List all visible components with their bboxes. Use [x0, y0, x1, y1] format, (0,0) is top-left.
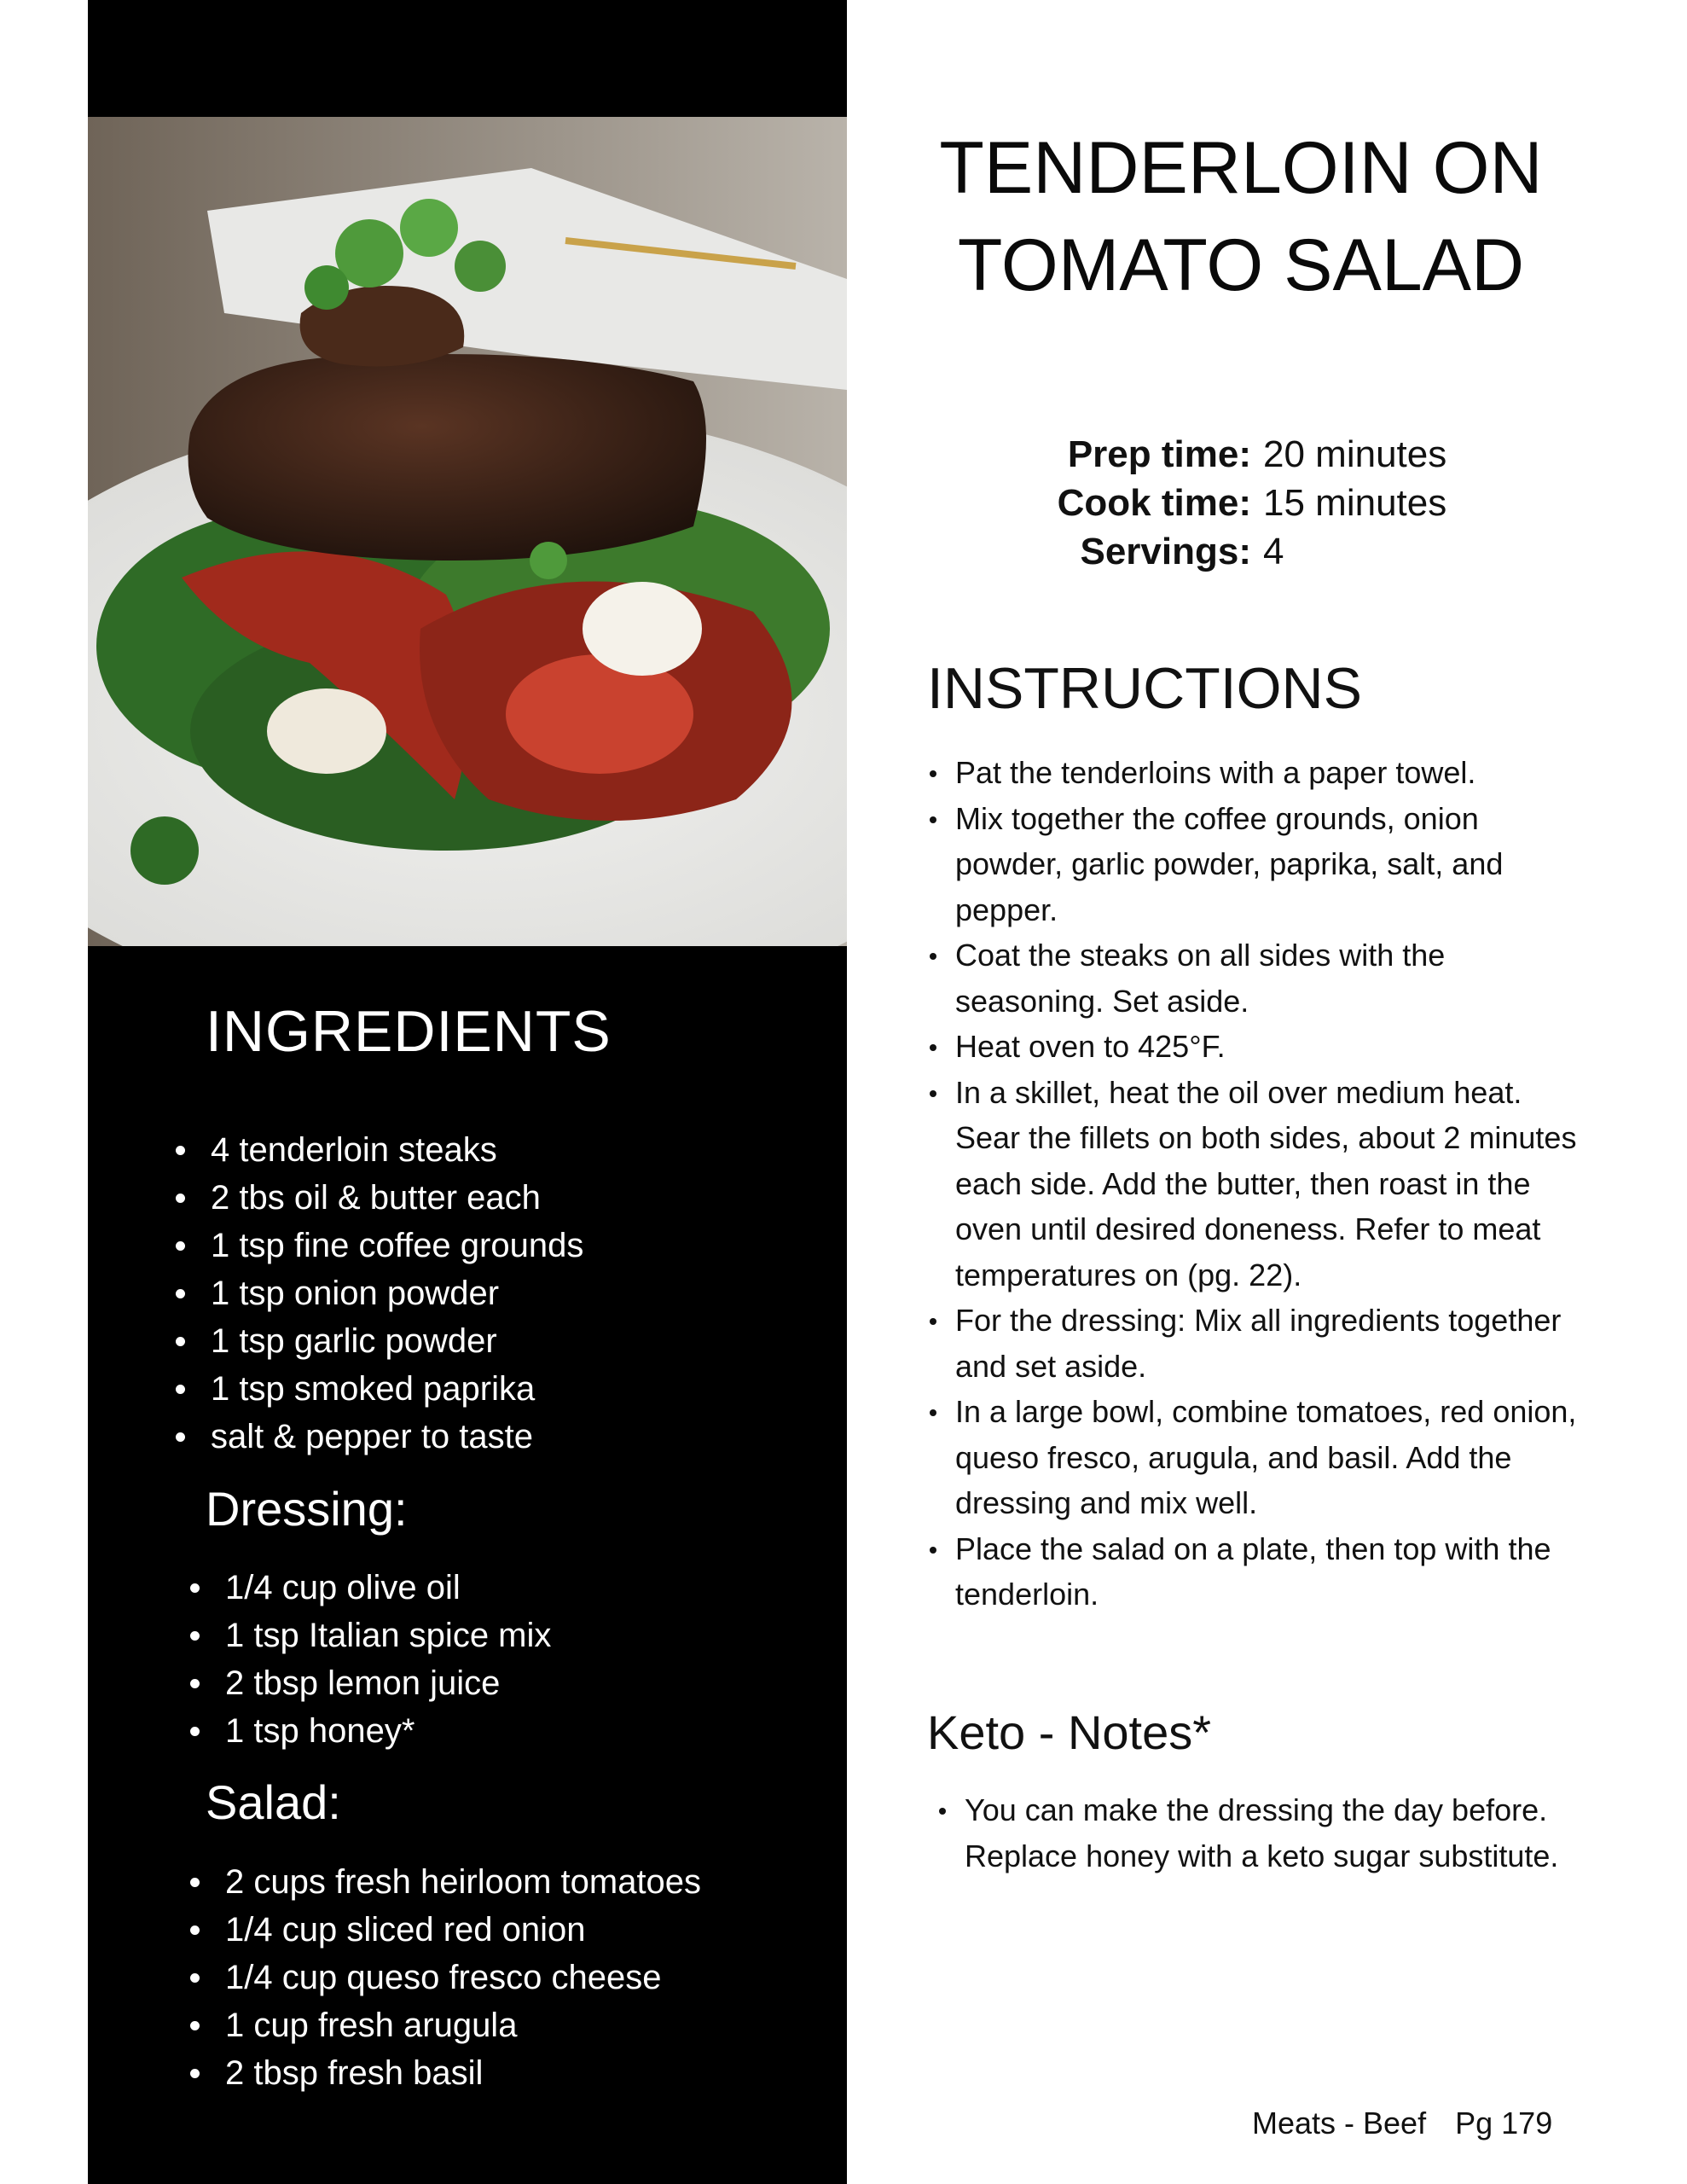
footer-section: Meats - Beef: [1252, 2106, 1427, 2140]
salad-heading: Salad:: [206, 1775, 341, 1829]
list-item: 1 cup fresh arugula: [185, 2001, 701, 2049]
dressing-heading: Dressing:: [206, 1482, 408, 1536]
meta-value: 15 minutes: [1263, 482, 1447, 524]
ingredients-list: [171, 1126, 583, 1461]
list-item: 1 tsp onion powder: [171, 1269, 583, 1317]
page-footer: [1252, 2106, 1552, 2141]
salad-list: [185, 1858, 701, 2097]
list-item: 2 tbsp fresh basil: [185, 2049, 701, 2097]
list-item: 1/4 cup sliced red onion: [185, 1906, 701, 1954]
list-item: Coat the steaks on all sides with the seasoning. Set aside.: [927, 932, 1592, 1024]
steak-salad-image: [88, 117, 847, 946]
list-item: Mix together the coffee grounds, onion powder, garlic powder, paprika, salt, and pepper.: [927, 796, 1592, 933]
title-line-1: TENDERLOIN ON: [939, 127, 1543, 209]
list-item: 1 tsp fine coffee grounds: [171, 1222, 583, 1269]
list-item: salt & pepper to taste: [171, 1413, 583, 1461]
list-item: In a skillet, heat the oil over medium heat. Sear the fillets on both sides, about 2 minutes each side. Add the butter, then roast in the oven until desired doneness. Refer to meat temperatures on (pg. 22).: [927, 1070, 1592, 1298]
meta-value: 4: [1263, 531, 1284, 572]
recipe-title: [925, 119, 1557, 314]
meta-label: Servings:: [1080, 531, 1251, 572]
list-item: 1 tsp garlic powder: [171, 1317, 583, 1365]
page-number: Pg 179: [1455, 2106, 1553, 2140]
list-item: Pat the tenderloins with a paper towel.: [927, 750, 1592, 796]
instructions-heading: INSTRUCTIONS: [927, 656, 1362, 721]
list-item: 4 tenderloin steaks: [171, 1126, 583, 1174]
prep-time: [925, 430, 1608, 479]
list-item: In a large bowl, combine tomatoes, red onion, queso fresco, arugula, and basil. Add the dressing and mix well.: [927, 1389, 1592, 1526]
meta-label: Prep time:: [1067, 433, 1251, 475]
dressing-list: [185, 1564, 551, 1755]
list-item: Heat oven to 425°F.: [927, 1024, 1592, 1070]
list-item: 2 tbsp lemon juice: [185, 1659, 551, 1707]
list-item: 1 tsp Italian spice mix: [185, 1612, 551, 1659]
instructions-list: [927, 750, 1592, 1618]
cook-time: [925, 479, 1608, 527]
list-item: You can make the dressing the day before. Replace honey with a keto sugar substitute.: [936, 1787, 1602, 1879]
list-item: 2 cups fresh heirloom tomatoes: [185, 1858, 701, 1906]
food-photo: [88, 117, 847, 946]
meta-label: Cook time:: [1057, 482, 1251, 524]
meta-value: 20 minutes: [1263, 433, 1447, 475]
list-item: 1/4 cup queso fresco cheese: [185, 1954, 701, 2001]
left-panel: [88, 0, 847, 2184]
list-item: Place the salad on a plate, then top with the tenderloin.: [927, 1526, 1592, 1618]
list-item: 1 tsp smoked paprika: [171, 1365, 583, 1413]
keto-notes-list: [936, 1787, 1602, 1879]
ingredients-heading: INGREDIENTS: [206, 999, 612, 1064]
servings: [925, 527, 1608, 576]
title-line-2: TOMATO SALAD: [957, 224, 1525, 306]
list-item: 2 tbs oil & butter each: [171, 1174, 583, 1222]
keto-notes-heading: Keto - Notes*: [927, 1705, 1212, 1759]
list-item: 1 tsp honey*: [185, 1707, 551, 1755]
list-item: 1/4 cup olive oil: [185, 1564, 551, 1612]
list-item: For the dressing: Mix all ingredients together and set aside.: [927, 1298, 1592, 1389]
